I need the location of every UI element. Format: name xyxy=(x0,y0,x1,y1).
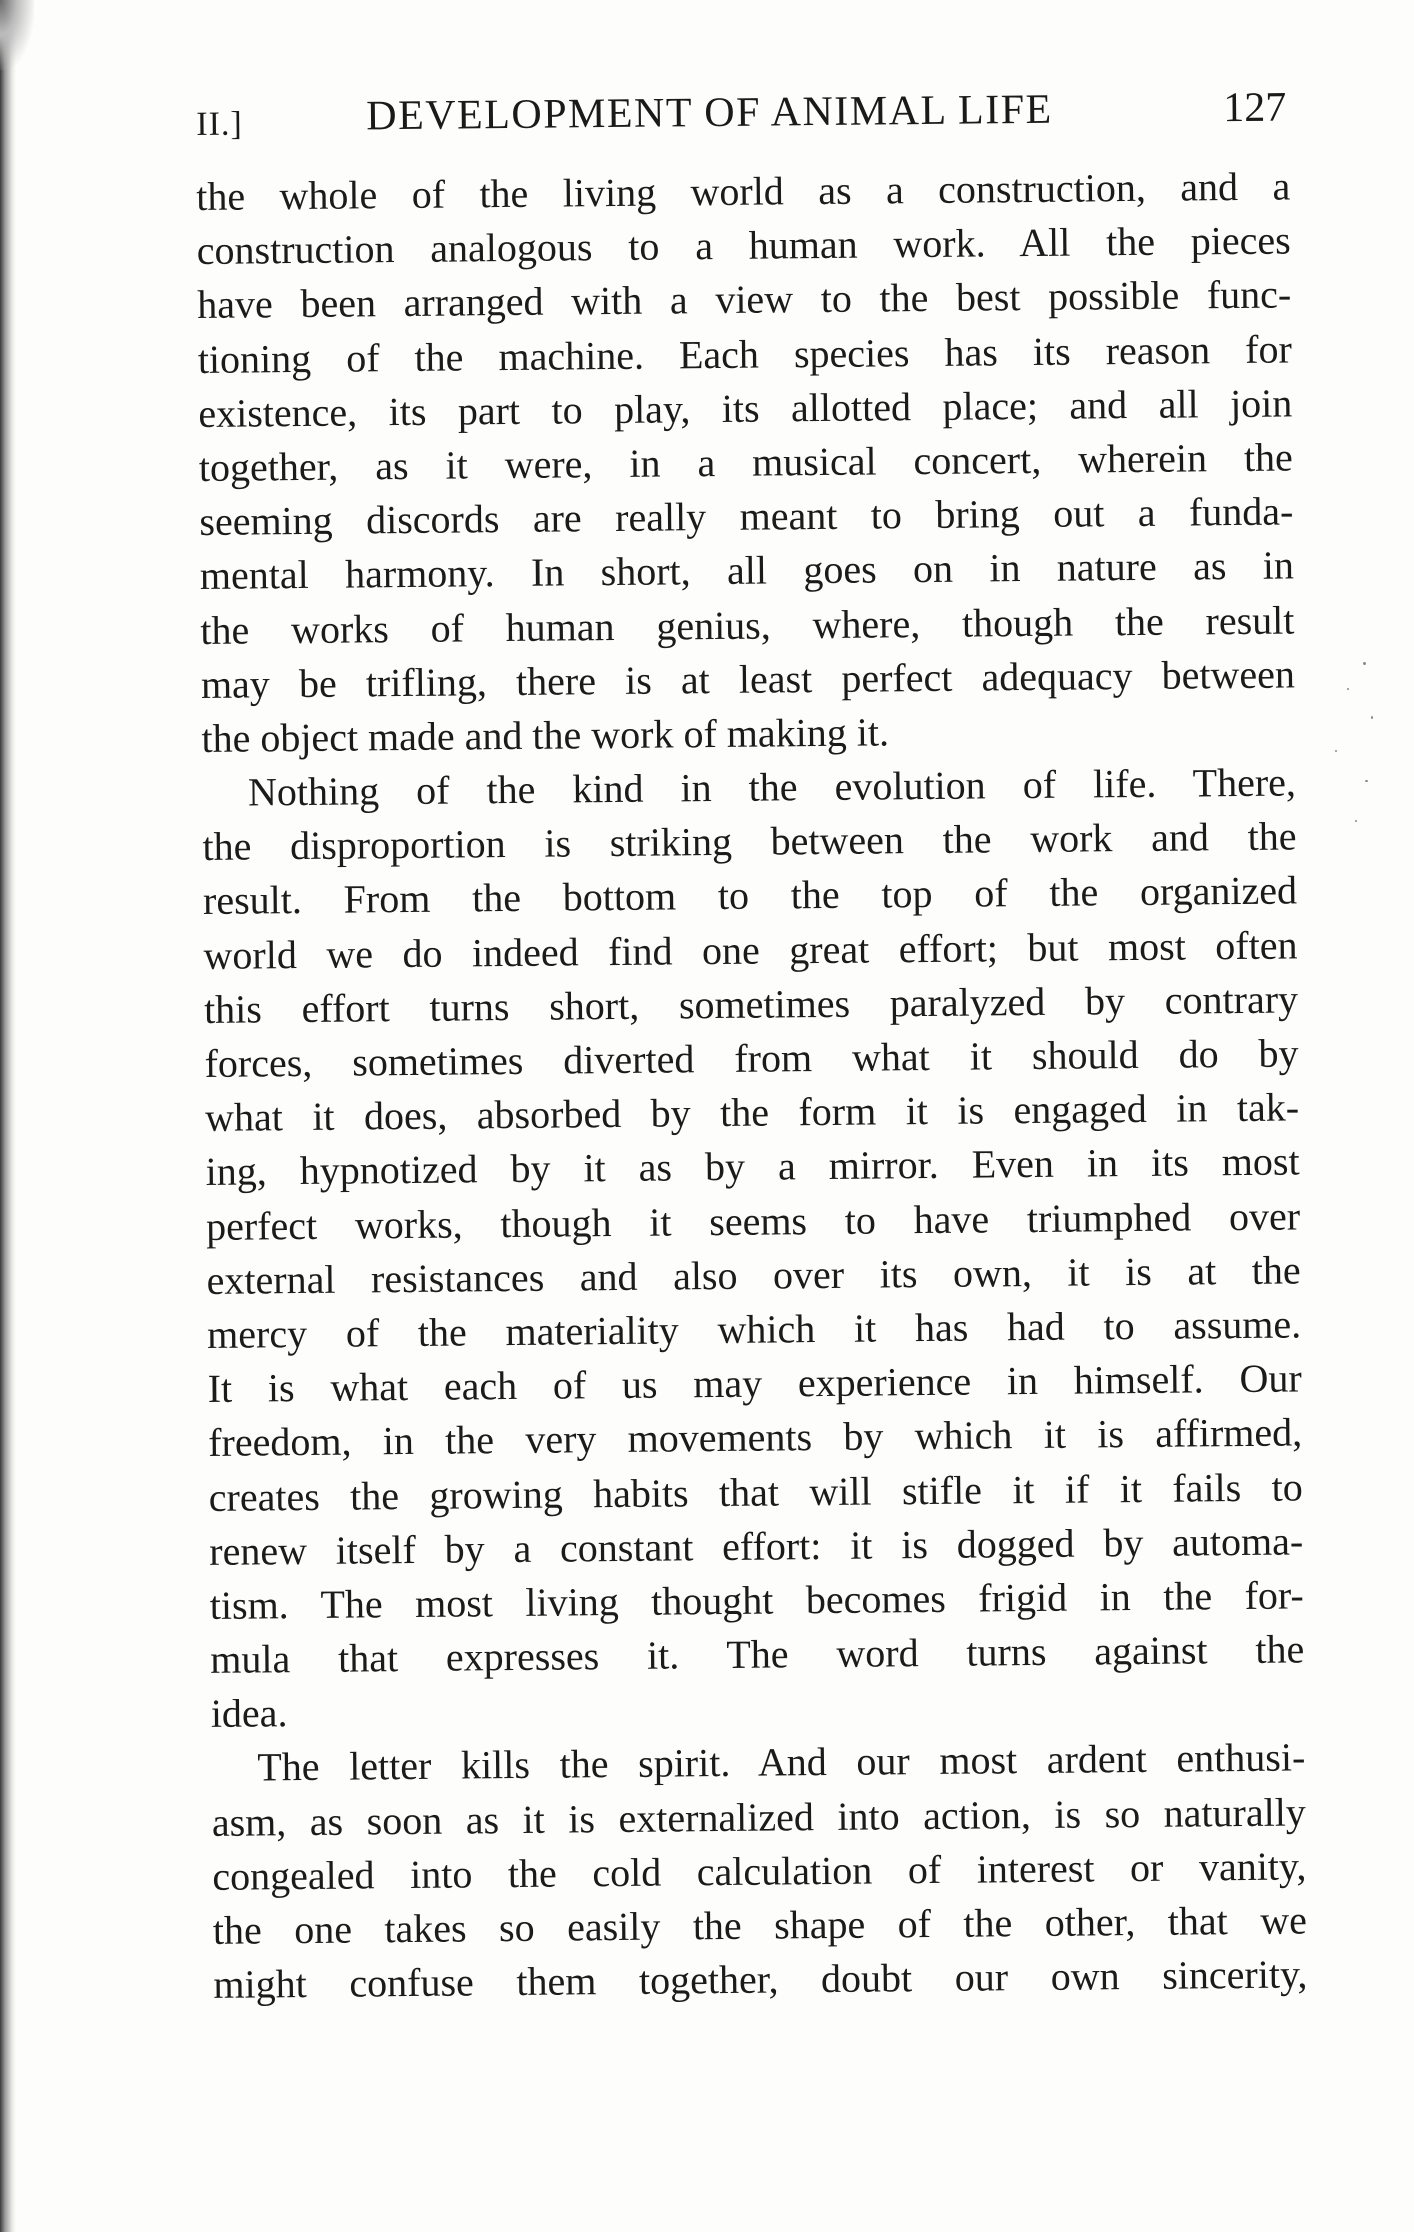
text-line: what it does, absorbed by the form it is engaged in tak- xyxy=(204,1084,1300,1141)
paragraph xyxy=(211,1731,1308,2012)
text-line: the works of human genius, where, though the result xyxy=(200,596,1295,653)
speck xyxy=(1347,688,1349,690)
section-label: II.] xyxy=(196,105,243,143)
text-line: renew itself by a constant effort: it is dogged by automa- xyxy=(209,1518,1304,1574)
text-line: existence, its part to play, its allotted place; and all join xyxy=(198,380,1293,436)
paragraph xyxy=(202,756,1305,1742)
text-line: idea. xyxy=(210,1690,288,1737)
text-line: the disproportion is striking between the work and the xyxy=(202,813,1297,870)
text-line: the object made and the work of making it. xyxy=(201,709,890,761)
spine-shadow xyxy=(0,0,16,2232)
text-line: tism. The most living thought becomes frigid in the for- xyxy=(209,1572,1304,1628)
text-line: creates the growing habits that will stifle it if it fails to xyxy=(208,1463,1303,1520)
text-line: seeming discords are really meant to bring out a funda- xyxy=(199,488,1294,545)
text-line: perfect works, though it seems to have triumphed over xyxy=(205,1193,1301,1249)
text-line: Nothing of the kind in the evolution of life. There, xyxy=(247,759,1297,815)
page-number: 127 xyxy=(1222,84,1287,132)
text-line: tioning of the machine. Each species has its reason for xyxy=(197,326,1292,382)
text-line: construction analogous to a human work. All the pieces xyxy=(196,217,1291,274)
running-header xyxy=(196,82,1287,152)
speck xyxy=(1363,662,1366,665)
running-title: DEVELOPMENT OF ANIMAL LIFE xyxy=(366,86,1053,140)
text-line: might confuse them together, doubt our own sincerity, xyxy=(213,1951,1308,2008)
text-line: may be trifling, there is at least perfect adequacy between xyxy=(200,651,1296,707)
corner-smudge xyxy=(0,0,34,70)
text-line: It is what each of us may experience in himself. Our xyxy=(207,1355,1302,1412)
text-line: mercy of the materiality which it has had to assume. xyxy=(206,1301,1302,1357)
text-line: freedom, in the very movements by which it is affirmed, xyxy=(208,1409,1303,1466)
text-line: together, as it were, in a musical concert, wherein the xyxy=(198,434,1294,490)
text-line: congealed into the cold calculation of interest or vanity, xyxy=(212,1843,1307,1899)
text-line: result. From the bottom to the top of the organized xyxy=(202,867,1298,924)
text-line: asm, as soon as it is externalized into action, is so naturally xyxy=(211,1789,1307,1845)
text-line: the one takes so easily the shape of the other, that we xyxy=(212,1897,1308,1953)
speck xyxy=(1365,780,1368,782)
text-line: the whole of the living world as a construction, and a xyxy=(196,163,1291,219)
speck xyxy=(1355,820,1357,822)
text-line: The letter kills the spirit. And our most ardent enthusi- xyxy=(257,1734,1306,1790)
speck xyxy=(1335,750,1337,752)
text-line: mula that expresses it. The word turns against the xyxy=(210,1626,1305,1682)
speck xyxy=(1371,716,1373,719)
margin-speckles xyxy=(1325,660,1385,860)
paragraph xyxy=(196,159,1296,766)
body-text xyxy=(196,159,1308,2012)
text-line: external resistances and also over its own, it is at the xyxy=(206,1247,1301,1303)
text-line: this effort turns short, sometimes paralyzed by contrary xyxy=(203,976,1299,1032)
text-line: ing, hypnotized by it as by a mirror. Even in its most xyxy=(205,1138,1300,1195)
text-line: mental harmony. In short, all goes on in nature as in xyxy=(199,542,1295,599)
text-line: world we do indeed find one great effort; but most often xyxy=(203,922,1298,978)
text-line: forces, sometimes diverted from what it should do by xyxy=(204,1030,1299,1086)
text-line: have been arranged with a view to the best possible func- xyxy=(197,271,1292,328)
